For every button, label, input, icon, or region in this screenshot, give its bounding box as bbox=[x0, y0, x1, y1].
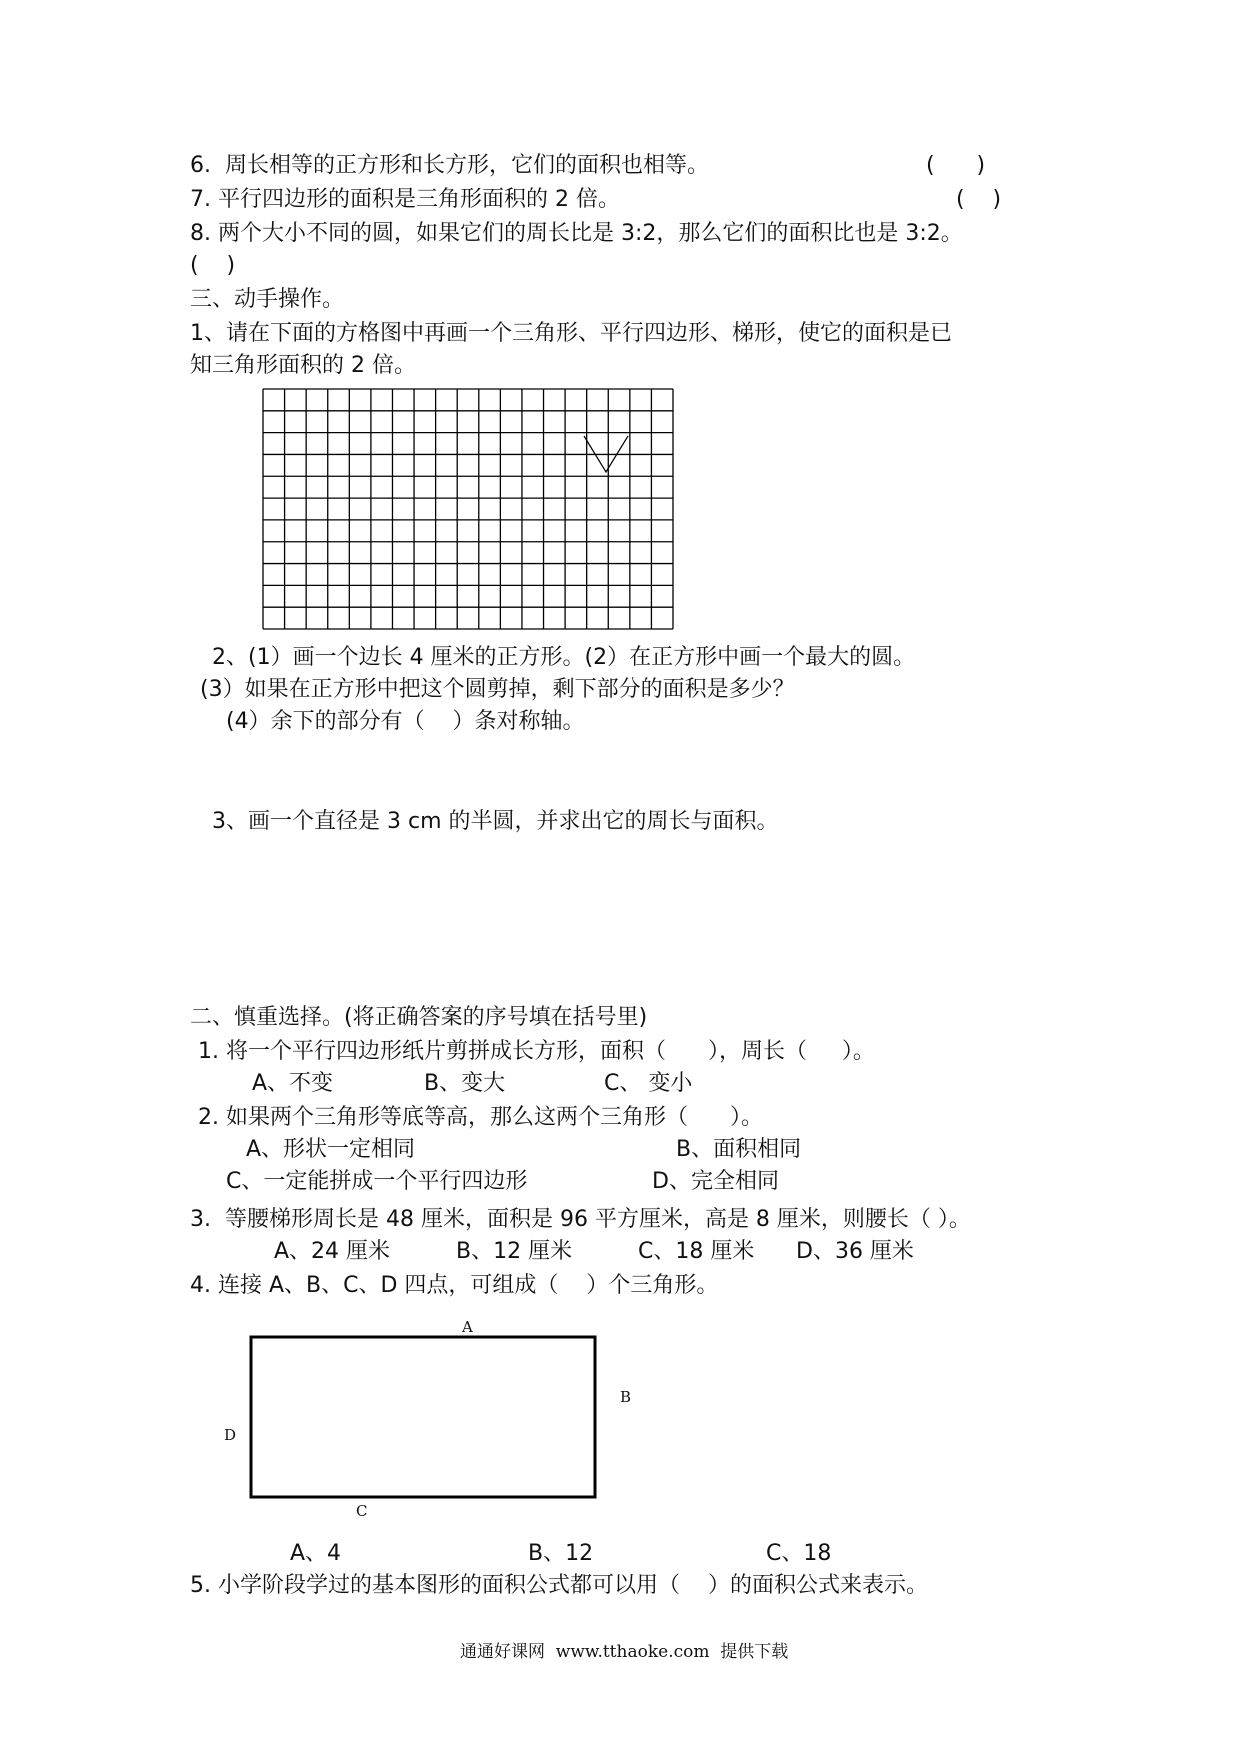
section2-title: 二、慎重选择。(将正确答案的序号填在括号里) bbox=[190, 1005, 648, 1030]
section3-q2-line3: (4）余下的部分有（ ）条对称轴。 bbox=[226, 709, 585, 734]
answer-paren-6[interactable]: ( ) bbox=[926, 153, 986, 178]
rectangle-figure bbox=[244, 1330, 604, 1510]
answer-paren-8[interactable]: ( ) bbox=[190, 253, 236, 278]
q1-option-c[interactable]: C、 变小 bbox=[604, 1071, 693, 1096]
section3-q1-line2: 知三角形面积的 2 倍。 bbox=[190, 353, 416, 378]
q4-option-b[interactable]: B、12 bbox=[528, 1541, 594, 1566]
section3-q2-line1: 2、(1）画一个边长 4 厘米的正方形。(2）在正方形中画一个最大的圆。 bbox=[212, 645, 916, 670]
section2-q3: 3. 等腰梯形周长是 48 厘米，面积是 96 平方厘米，高是 8 厘米，则腰长（ ）。 bbox=[190, 1207, 971, 1232]
q3-option-b[interactable]: B、12 厘米 bbox=[456, 1239, 573, 1264]
section3-q1-line1: 1、请在下面的方格图中再画一个三角形、平行四边形、梯形，使它的面积是已 bbox=[190, 321, 952, 346]
point-d-label: D bbox=[224, 1426, 237, 1444]
section2-q5: 5. 小学阶段学过的基本图形的面积公式都可以用（ ）的面积公式来表示。 bbox=[190, 1573, 928, 1598]
judge-item-6: 6. 周长相等的正方形和长方形，它们的面积也相等。 bbox=[190, 153, 709, 178]
section3-q3: 3、画一个直径是 3 cm 的半圆，并求出它的周长与面积。 bbox=[212, 809, 779, 834]
section2-q1: 1. 将一个平行四边形纸片剪拼成长方形，面积（ ），周长（ ）。 bbox=[198, 1039, 875, 1064]
answer-paren-7[interactable]: ( ) bbox=[956, 187, 1002, 212]
point-a-label: A bbox=[462, 1318, 473, 1336]
q3-option-d[interactable]: D、36 厘米 bbox=[796, 1239, 914, 1264]
section3-q2-line2: (3）如果在正方形中把这个圆剪掉，剩下部分的面积是多少？ bbox=[200, 677, 795, 702]
section2-q2: 2. 如果两个三角形等底等高，那么这两个三角形（ ）。 bbox=[198, 1105, 763, 1130]
q4-option-a[interactable]: A、4 bbox=[290, 1541, 342, 1566]
square-grid bbox=[258, 384, 678, 636]
q3-option-c[interactable]: C、18 厘米 bbox=[638, 1239, 755, 1264]
point-c-label: C bbox=[356, 1502, 368, 1520]
q2-option-d[interactable]: D、完全相同 bbox=[652, 1169, 779, 1194]
q2-option-b[interactable]: B、面积相同 bbox=[676, 1137, 802, 1162]
q1-option-a[interactable]: A、不变 bbox=[252, 1071, 334, 1096]
page-footer: 通通好课网 www.tthaoke.com 提供下载 bbox=[460, 1642, 789, 1662]
q2-option-c[interactable]: C、一定能拼成一个平行四边形 bbox=[226, 1169, 528, 1194]
section2-q4: 4. 连接 A、B、C、D 四点，可组成（ ）个三角形。 bbox=[190, 1273, 719, 1298]
q4-option-c[interactable]: C、18 bbox=[766, 1541, 832, 1566]
q3-option-a[interactable]: A、24 厘米 bbox=[274, 1239, 391, 1264]
q1-option-b[interactable]: B、变大 bbox=[424, 1071, 506, 1096]
q2-option-a[interactable]: A、形状一定相同 bbox=[246, 1137, 416, 1162]
point-b-label: B bbox=[620, 1388, 632, 1406]
section3-title: 三、动手操作。 bbox=[190, 287, 345, 312]
judge-item-8: 8. 两个大小不同的圆，如果它们的周长比是 3:2，那么它们的面积比也是 3:2。 bbox=[190, 221, 963, 246]
judge-item-7: 7. 平行四边形的面积是三角形面积的 2 倍。 bbox=[190, 187, 620, 212]
rectangle-shape bbox=[251, 1337, 595, 1497]
